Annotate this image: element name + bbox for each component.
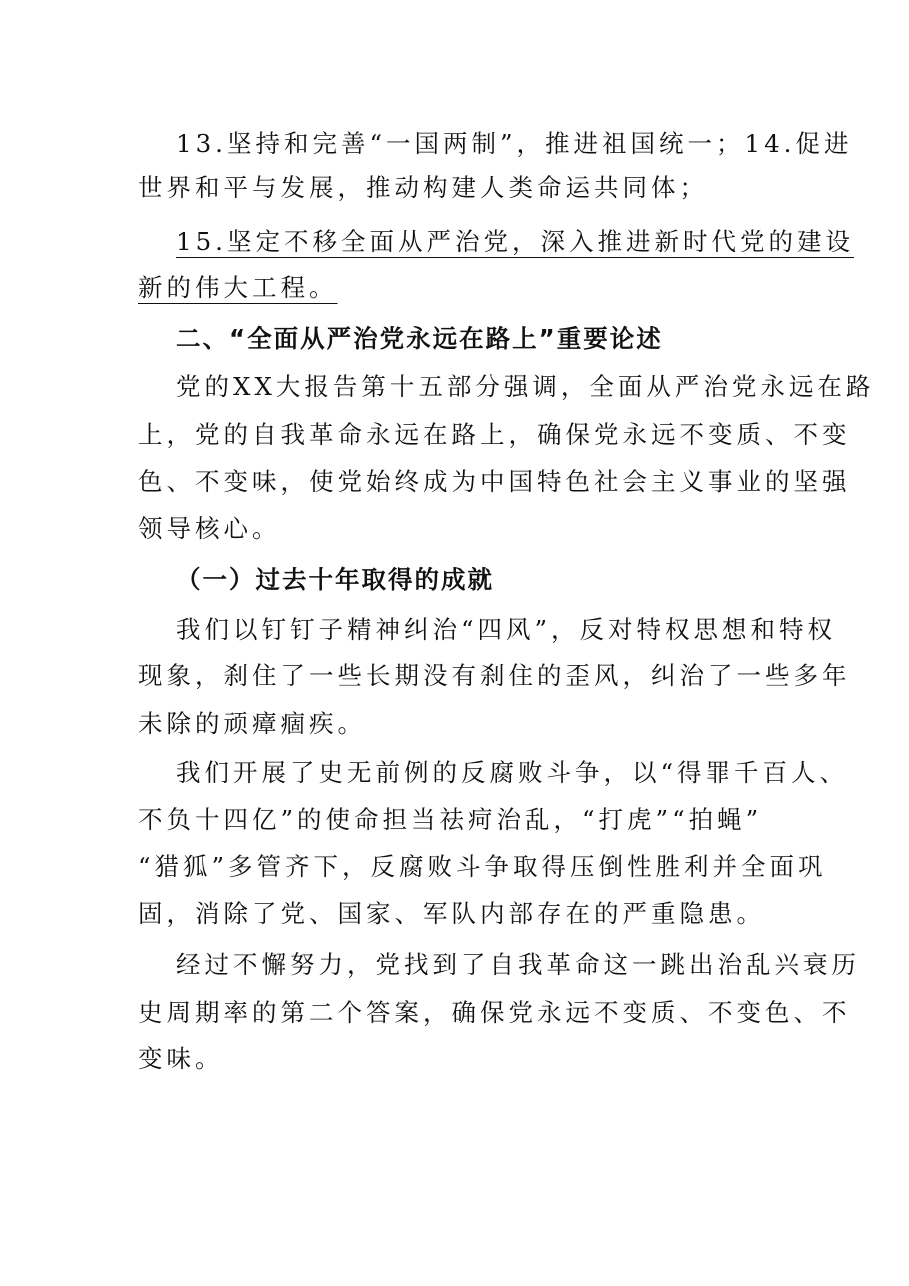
subsection-heading: （一）过去十年取得的成就 <box>176 565 494 594</box>
text-line: 领导核心。 <box>138 514 281 543</box>
text-line: 党的XX大报告第十五部分强调，全面从严治党永远在路 <box>176 372 875 401</box>
text-line: 不负十四亿”的使命担当祛疴治乱，“打虎”“拍蝇” <box>138 805 763 834</box>
underlined-text-line: 15.坚定不移全面从严治党，深入推进新时代党的建设 <box>176 227 854 256</box>
section-heading: 二、“全面从严治党永远在路上”重要论述 <box>176 324 663 353</box>
text-line: 经过不懈努力，党找到了自我革命这一跳出治乱兴衰历 <box>176 950 860 979</box>
text-line: 未除的顽瘴痼疾。 <box>138 709 366 738</box>
text-line: 我们以钉钉子精神纠治“四风”，反对特权思想和特权 <box>176 615 837 644</box>
text-line: 变味。 <box>138 1044 224 1073</box>
text-line: 史周期率的第二个答案，确保党永远不变质、不变色、不 <box>138 998 851 1027</box>
text-line: 世界和平与发展，推动构建人类命运共同体； <box>138 173 708 202</box>
text-line: 13.坚持和完善“一国两制”，推进祖国统一；14.促进 <box>176 129 853 158</box>
text-line: 色、不变味，使党始终成为中国特色社会主义事业的坚强 <box>138 467 851 496</box>
text-line: “猎狐”多管齐下，反腐败斗争取得压倒性胜利并全面巩 <box>138 852 827 881</box>
text-line: 上，党的自我革命永远在路上，确保党永远不变质、不变 <box>138 420 851 449</box>
text-line: 固，消除了党、国家、军队内部存在的严重隐患。 <box>138 899 765 928</box>
text-line: 现象，刹住了一些长期没有刹住的歪风，纠治了一些多年 <box>138 661 851 690</box>
underlined-text-line: 新的伟大工程。 <box>138 273 338 302</box>
text-line: 我们开展了史无前例的反腐败斗争，以“得罪千百人、 <box>176 758 849 787</box>
